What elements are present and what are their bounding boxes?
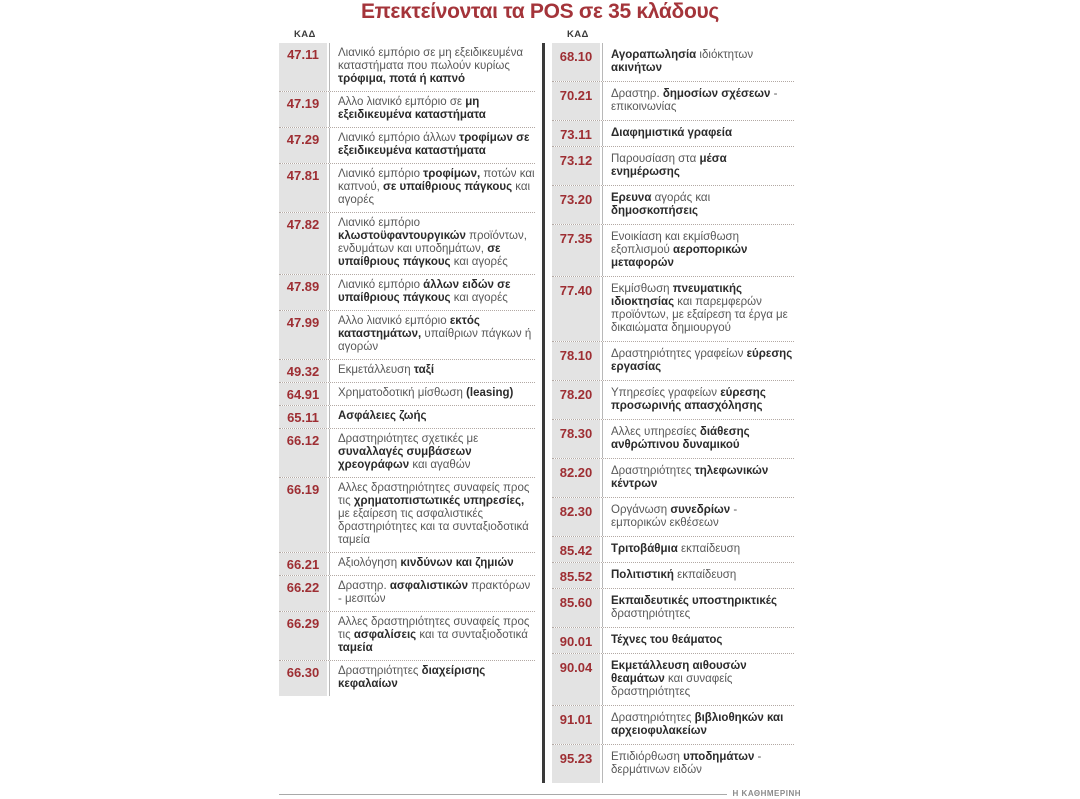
activity-description: Ενοικίαση και εκμίσθωση εξοπλισμού αεροπορικών μεταφορών: [602, 225, 794, 276]
table-row: [552, 588, 794, 627]
column-header-kad-right: ΚΑΔ: [567, 29, 589, 40]
kad-code-badge: 47.11: [279, 43, 327, 91]
kad-code-badge: 47.82: [279, 213, 327, 274]
page-title: Επεκτείνονται τα POS σε 35 κλάδους: [360, 0, 720, 23]
table-row: [552, 120, 794, 146]
activity-description: Εκμετάλλευση ταξί: [329, 360, 535, 382]
kad-code-badge: 85.52: [552, 563, 600, 588]
table-row: [279, 428, 535, 477]
table-row: [279, 611, 535, 660]
column-header-kad-left: ΚΑΔ: [294, 29, 316, 40]
kad-code-badge: 77.35: [552, 225, 600, 276]
kad-code-badge: 73.12: [552, 147, 600, 185]
activity-description: Υπηρεσίες γραφείων εύρεσης προσωρινής απασχόλησης: [602, 381, 794, 419]
table-row: [279, 91, 535, 127]
source-label: Η ΚΑΘΗΜΕΡΙΝΗ: [732, 789, 801, 798]
kad-code-badge: 95.23: [552, 745, 600, 783]
activity-description: Λιανικό εμπόριο κλωστοϋφαντουργικών προϊόντων, ενδυμάτων και υποδημάτων, σε υπαίθριους πάγκους και αγορές: [329, 213, 535, 274]
activity-description: Αξιολόγηση κινδύνων και ζημιών: [329, 553, 535, 575]
kad-code-badge: 47.19: [279, 92, 327, 127]
activity-description: Αλλες δραστηριότητες συναφείς προς τις χρηματοπιστωτικές υπηρεσίες, με εξαίρεση τις ασφαλιστικές δραστηριότητες και τα συνταξιοδοτικά ταμεία: [329, 478, 535, 552]
table-row: [552, 653, 794, 705]
kad-code-badge: 90.04: [552, 654, 600, 705]
table-row: [279, 212, 535, 274]
activity-description: Αλλο λιανικό εμπόριο εκτός καταστημάτων, υπαίθριων πάγκων ή αγορών: [329, 311, 535, 359]
table-row: [552, 705, 794, 744]
column-left: [279, 26, 535, 783]
table-row: [279, 405, 535, 428]
kad-code-badge: 68.10: [552, 43, 600, 81]
kad-table: [279, 26, 801, 783]
activity-description: Αλλο λιανικό εμπόριο σε μη εξειδικευμένα καταστήματα: [329, 92, 535, 127]
table-row: [552, 562, 794, 588]
table-row: [279, 575, 535, 611]
activity-description: Εκμετάλλευση αιθουσών θεαμάτων και συναφείς δραστηριότητες: [602, 654, 794, 705]
table-row: [552, 276, 794, 341]
activity-description: Εκμίσθωση πνευματικής ιδιοκτησίας και παρεμφερών προϊόντων, με εξαίρεση τα έργα με δικαιώματα δημιουργού: [602, 277, 794, 341]
kad-code-badge: 66.30: [279, 661, 327, 696]
kad-code-badge: 85.42: [552, 537, 600, 562]
kad-code-badge: 66.29: [279, 612, 327, 660]
kad-code-badge: 65.11: [279, 406, 327, 428]
table-row: [279, 43, 535, 91]
table-row: [552, 146, 794, 185]
table-row: [552, 744, 794, 783]
activity-description: Δραστηριότητες γραφείων εύρεσης εργασίας: [602, 342, 794, 380]
table-row: [279, 477, 535, 552]
activity-description: Λιανικό εμπόριο σε μη εξειδικευμένα καταστήματα που πωλούν κυρίως τρόφιμα, ποτά ή καπνό: [329, 43, 535, 91]
kad-code-badge: 47.99: [279, 311, 327, 359]
table-row: [552, 81, 794, 120]
kad-code-badge: 70.21: [552, 82, 600, 120]
activity-description: Πολιτιστική εκπαίδευση: [602, 563, 794, 588]
kad-code-badge: 66.19: [279, 478, 327, 552]
activity-description: Επιδιόρθωση υποδημάτων - δερμάτινων ειδών: [602, 745, 794, 783]
activity-description: Οργάνωση συνεδρίων - εμπορικών εκθέσεων: [602, 498, 794, 536]
activity-description: Ασφάλειες ζωής: [329, 406, 535, 428]
table-row: [279, 359, 535, 382]
activity-description: Παρουσίαση στα μέσα ενημέρωσης: [602, 147, 794, 185]
rows-right: [552, 43, 794, 783]
kad-code-badge: 77.40: [552, 277, 600, 341]
kad-code-badge: 66.22: [279, 576, 327, 611]
activity-description: Λιανικό εμπόριο τροφίμων, ποτών και καπνού, σε υπαίθριους πάγκους και αγορές: [329, 164, 535, 212]
kad-code-badge: 47.81: [279, 164, 327, 212]
table-row: [552, 224, 794, 276]
table-row: [279, 127, 535, 163]
activity-description: Λιανικό εμπόριο άλλων ειδών σε υπαίθριους πάγκους και αγορές: [329, 275, 535, 310]
kad-code-badge: 90.01: [552, 628, 600, 653]
table-row: [552, 380, 794, 419]
activity-description: Τέχνες του θεάματος: [602, 628, 794, 653]
infographic-container: [279, 0, 801, 799]
table-row: [279, 310, 535, 359]
footer: [279, 789, 801, 799]
activity-description: Δραστηρ. ασφαλιστικών πρακτόρων - μεσιτών: [329, 576, 535, 611]
column-right: [552, 26, 794, 783]
activity-description: Δραστηρ. δημοσίων σχέσεων - επικοινωνίας: [602, 82, 794, 120]
kad-code-badge: 78.10: [552, 342, 600, 380]
activity-description: Λιανικό εμπόριο άλλων τροφίμων σε εξειδικευμένα καταστήματα: [329, 128, 535, 163]
kad-code-badge: 49.32: [279, 360, 327, 382]
activity-description: Ερευνα αγοράς και δημοσκοπήσεις: [602, 186, 794, 224]
kad-code-badge: 82.20: [552, 459, 600, 497]
activity-description: Αγοραπωλησία ιδιόκτητων ακινήτων: [602, 43, 794, 81]
table-row: [552, 185, 794, 224]
table-row: [279, 274, 535, 310]
column-divider: [542, 43, 545, 783]
activity-description: Εκπαιδευτικές υποστηρικτικές δραστηριότητες: [602, 589, 794, 627]
kad-code-badge: 82.30: [552, 498, 600, 536]
kad-code-badge: 73.11: [552, 121, 600, 146]
table-row: [279, 660, 535, 696]
kad-code-badge: 66.12: [279, 429, 327, 477]
table-row: [552, 536, 794, 562]
table-row: [279, 552, 535, 575]
kad-code-badge: 73.20: [552, 186, 600, 224]
kad-code-badge: 78.20: [552, 381, 600, 419]
activity-description: Αλλες δραστηριότητες συναφείς προς τις ασφαλίσεις και τα συνταξιοδοτικά ταμεία: [329, 612, 535, 660]
footer-rule: [279, 794, 727, 795]
table-row: [279, 163, 535, 212]
activity-description: Δραστηριότητες σχετικές με συναλλαγές συμβάσεων χρεογράφων και αγαθών: [329, 429, 535, 477]
activity-description: Χρηματοδοτική μίσθωση (leasing): [329, 383, 535, 405]
kad-code-badge: 78.30: [552, 420, 600, 458]
kad-code-badge: 85.60: [552, 589, 600, 627]
table-row: [552, 341, 794, 380]
rows-left: [279, 43, 535, 696]
kad-code-badge: 47.29: [279, 128, 327, 163]
table-row: [552, 419, 794, 458]
table-row: [552, 458, 794, 497]
activity-description: Δραστηριότητες τηλεφωνικών κέντρων: [602, 459, 794, 497]
activity-description: Τριτοβάθμια εκπαίδευση: [602, 537, 794, 562]
table-row: [552, 627, 794, 653]
activity-description: Δραστηριότητες διαχείρισης κεφαλαίων: [329, 661, 535, 696]
kad-code-badge: 47.89: [279, 275, 327, 310]
table-row: [552, 497, 794, 536]
kad-code-badge: 66.21: [279, 553, 327, 575]
kad-code-badge: 64.91: [279, 383, 327, 405]
table-row: [552, 43, 794, 81]
activity-description: Δραστηριότητες βιβλιοθηκών και αρχειοφυλακείων: [602, 706, 794, 744]
activity-description: Αλλες υπηρεσίες διάθεσης ανθρώπινου δυναμικού: [602, 420, 794, 458]
kad-code-badge: 91.01: [552, 706, 600, 744]
activity-description: Διαφημιστικά γραφεία: [602, 121, 794, 146]
table-row: [279, 382, 535, 405]
